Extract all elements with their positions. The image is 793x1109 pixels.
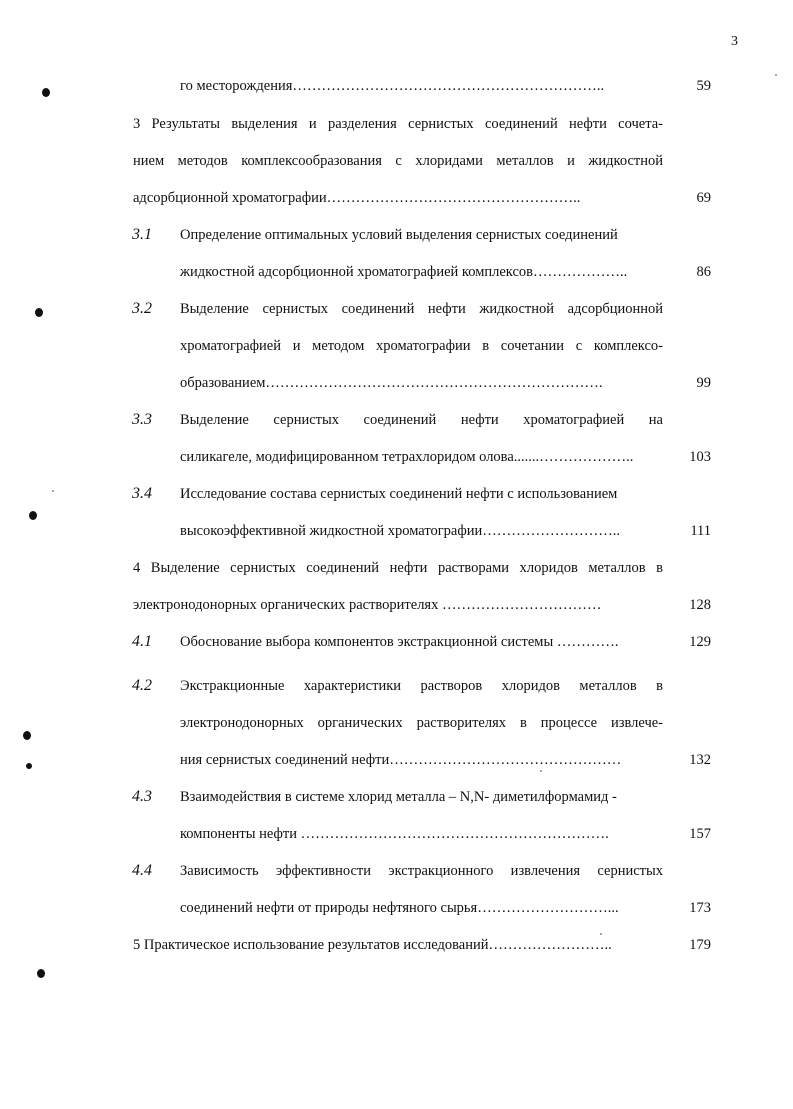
toc-entry-text: Определение оптимальных условий выделения сернистых соединений xyxy=(180,227,618,243)
toc-entry-page: 59 xyxy=(696,78,711,94)
toc-entry-text: Экстракционные характеристики растворов хлоридов металлов в xyxy=(180,678,663,694)
toc-section-number: 4.1 xyxy=(132,633,152,650)
binding-hole xyxy=(42,88,50,97)
toc-entry-text: адсорбционной хроматографии…………………………………………….. xyxy=(133,190,581,206)
binding-hole xyxy=(35,308,43,317)
toc-entry-text: компоненты нефти ………………………………………………………. xyxy=(180,826,609,842)
toc-entry-text: электронодонорных органических растворителях в процессе извлече- xyxy=(180,715,663,731)
scan-speck xyxy=(775,74,777,76)
toc-entry-text: Исследование состава сернистых соединений нефти с использованием xyxy=(180,486,618,502)
toc-entry-text: Зависимость эффективности экстракционного извлечения сернистых xyxy=(180,863,663,879)
toc-section-number: 4.2 xyxy=(132,677,152,694)
toc-entry-text: образованием……………………………………………………………. xyxy=(180,375,603,391)
toc-section-number: 3.2 xyxy=(132,300,152,317)
toc-entry-text: соединений нефти от природы нефтяного сырья………………………... xyxy=(180,900,619,916)
toc-entry-text: 5 Практическое использование результатов исследований…………………….. xyxy=(133,937,612,953)
toc-entry-text: высокоэффективной жидкостной хроматографии……………………….. xyxy=(180,523,621,539)
toc-entry-text: электронодонорных органических растворителях …………………………… xyxy=(133,597,602,613)
toc-section-number: 3.4 xyxy=(132,485,152,502)
binding-hole xyxy=(23,731,31,740)
scan-speck xyxy=(52,490,54,492)
toc-entry-text: Взаимодействия в системе хлорид металла – N,N- диметилформамид - xyxy=(180,789,617,805)
toc-section-number: 4.3 xyxy=(132,788,152,805)
binding-hole xyxy=(26,763,32,769)
toc-entry-page: 157 xyxy=(689,826,711,842)
toc-entry-text: ния сернистых соединений нефти………………………………………… xyxy=(180,752,622,768)
toc-entry-page: 111 xyxy=(690,523,711,539)
scan-speck xyxy=(540,770,542,772)
toc-section-number: 3.3 xyxy=(132,411,152,428)
toc-entry-text: хроматографией и методом хроматографии в сочетании с комплексо- xyxy=(180,338,663,354)
toc-entry-text: Обоснование выбора компонентов экстракционной системы …………. xyxy=(180,634,619,650)
toc-entry-page: 69 xyxy=(696,190,711,206)
page-number: 3 xyxy=(731,34,738,49)
toc-entry-page: 132 xyxy=(689,752,711,768)
toc-entry-text: 3 Результаты выделения и разделения сернистых соединений нефти сочета- xyxy=(133,116,663,132)
toc-entry-text: нием методов комплексообразования с хлоридами металлов и жидкостной xyxy=(133,153,663,169)
toc-entry-page: 103 xyxy=(689,449,711,465)
toc-entry-page: 129 xyxy=(689,634,711,650)
toc-entry-page: 179 xyxy=(689,937,711,953)
toc-entry-text: Выделение сернистых соединений нефти хроматографией на xyxy=(180,412,663,428)
toc-entry-page: 99 xyxy=(696,375,711,391)
toc-section-number: 3.1 xyxy=(132,226,152,243)
toc-entry-text: 4 Выделение сернистых соединений нефти растворами хлоридов металлов в xyxy=(133,560,663,576)
binding-hole xyxy=(37,969,45,978)
toc-entry-text: силикагеле, модифицированном тетрахлоридом олова.......……………….. xyxy=(180,449,634,465)
toc-entry-text: жидкостной адсорбционной хроматографией комплексов……………….. xyxy=(180,264,628,280)
toc-entry-text: Выделение сернистых соединений нефти жидкостной адсорбционной xyxy=(180,301,663,317)
toc-entry-page: 173 xyxy=(689,900,711,916)
toc-entry-page: 86 xyxy=(696,264,711,280)
toc-entry-text: го месторождения……………………………………………………….. xyxy=(180,78,605,94)
toc-entry-page: 128 xyxy=(689,597,711,613)
toc-section-number: 4.4 xyxy=(132,862,152,879)
binding-hole xyxy=(29,511,37,520)
